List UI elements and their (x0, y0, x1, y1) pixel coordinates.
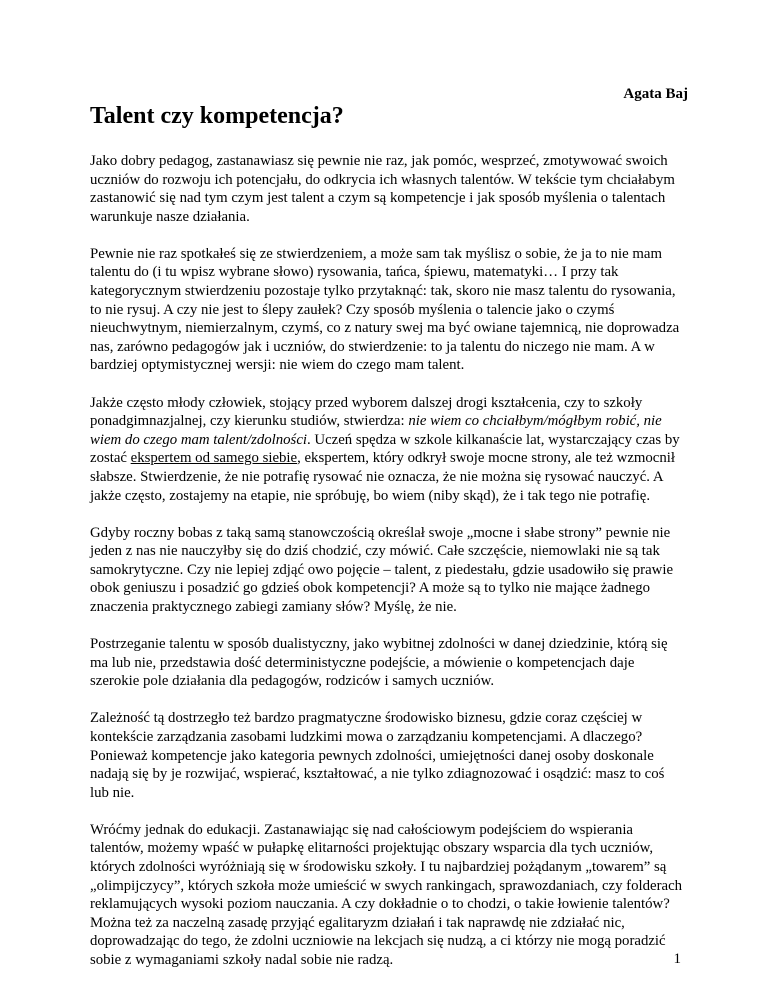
paragraph-4: Gdyby roczny bobas z taką samą stanowczością określał swoje „mocne i słabe strony” pewnie nie jeden z nas nie nauczyłby się do dziś chodzić, czy mówić. Całe szczęście, niemowlaki nie są tak samokrytyczne. Czy nie lepiej zdjąć owo pojęcie – talent, z piedestału, gdzie usadowiło się prawie obok geniuszu i posadzić go gdzieś obok kompetencji? A może są to tylko nie mające żadnego znaczenia praktycznego zabiegi zamiany słów? Myślę, że nie. (90, 524, 674, 615)
paragraph-3-text-c: , ekspertem, który odkrył swoje mocne strony, ale też wzmocnił słabsze. Stwierdzenie, że nie potrafię rysować nie oznacza, że nie można się rysować nauczyć. A jakże często, zostajemy na etapie, nie spróbuję, bo wiem (niby skąd), że i tak tego nie potrafię. (90, 450, 675, 504)
paragraph-2: Pewnie nie raz spotkałeś się ze stwierdzeniem, a może sam tak myślisz o sobie, że ja to nie mam talentu do (i tu wpisz wybrane słowo) rysowania, tańca, śpiewu, matematyki… I przy tak kategorycznym stwierdzeniu pozostaje tylko przytaknąć: tak, skoro nie masz talentu do rysowania, to nie rysuj. A czy nie jest to ślepy zaułek? Czy sposób myślenia o talencie jako o czymś nieuchwytnym, niemierzalnym, czymś, co z natury swej ma być owiane tajemnicą, nie doprowadza nas, zarówno pedagogów jak i uczniów, do stwierdzenie: to ja talentu do niczego nie mam. A w bardziej optymistycznej wersji: nie wiem do czego mam talent. (90, 245, 680, 374)
paragraph-6: Zależność tą dostrzegło też bardzo pragmatyczne środowisko biznesu, gdzie coraz częściej w kontekście zarządzania zasobami ludzkimi mowa o zarządzaniu kompetencjami. A dlaczego? Ponieważ kompetencje jako kategoria pewnych zdolności, umiejętności danej osoby doskonale nadają się by je rozwijać, wspierać, kształtować, a nie tylko zdiagnozować i osądzić: masz to coś lub nie. (90, 710, 665, 801)
document-body (90, 152, 686, 988)
paragraph-1: Jako dobry pedagog, zastanawiasz się pewnie nie raz, jak pomóc, wesprzeć, zmotywować swoich uczniów do rozwoju ich potencjału, do odkrycia ich własnych talentów. W tekście tym chciałabym zastanowić się nad tym czym jest talent a czym są kompetencje i jak sposób myślenia o talentach warunkuje nasze działania. (90, 153, 675, 225)
paragraph-3 (90, 394, 686, 506)
author-name: Agata Baj (623, 86, 688, 102)
paragraph-3-text-a: Jakże często młody człowiek, stojący przed wyborem dalszej drogi kształcenia, czy to szkoły ponadgimnazjalnej, czy kierunku studiów, stwierdza: (90, 394, 643, 430)
paragraph-3-underlined-phrase: ekspertem od samego siebie (130, 450, 298, 467)
paragraph-3-text-b: . Uczeń spędza w szkole kilkanaście lat, wystarczający czas by zostać (90, 431, 680, 467)
document-title: Talent czy kompetencja? (90, 103, 344, 129)
paragraph-7: Wróćmy jednak do edukacji. Zastanawiając się nad całościowym podejściem do wspierania talentów, możemy wpaść w pułapkę elitarności projektując obszary wsparcia dla tych uczniów, których zdolności wyróżniają się w środowisku szkoły. I tu najbardziej pożądanym „towarem” są „olimpijczycy”, których szkoła może umieścić w swych rankingach, sprawozdaniach, czy folderach reklamujących wysoki poziom nauczania. A czy dokładnie o to chodzi, o takie łowienie talentów? Można też za naczelną zasadę przyjąć egalitaryzm działań i tak naprawdę nie zdziałać nic, doprowadzając do tego, że zdolni uczniowie na lekcjach się nudzą, a ci którzy nie mogą poradzić sobie z wymaganiami szkoły nadal sobie nie radzą. (90, 821, 683, 968)
paragraph-3-italic-quote: nie wiem co chciałbym/mógłbym robić, nie wiem do czego mam talent/zdolności (90, 413, 662, 448)
page-number: 1 (673, 951, 681, 967)
paragraph-5: Postrzeganie talentu w sposób dualistyczny, jako wybitnej zdolności w danej dziedzinie, którą się ma lub nie, przedstawia dość deterministyczne podejście, a mówienie o kompetencjach daje szerokie pole działania dla pedagogów, rodziców i samych uczniów. (90, 636, 668, 690)
